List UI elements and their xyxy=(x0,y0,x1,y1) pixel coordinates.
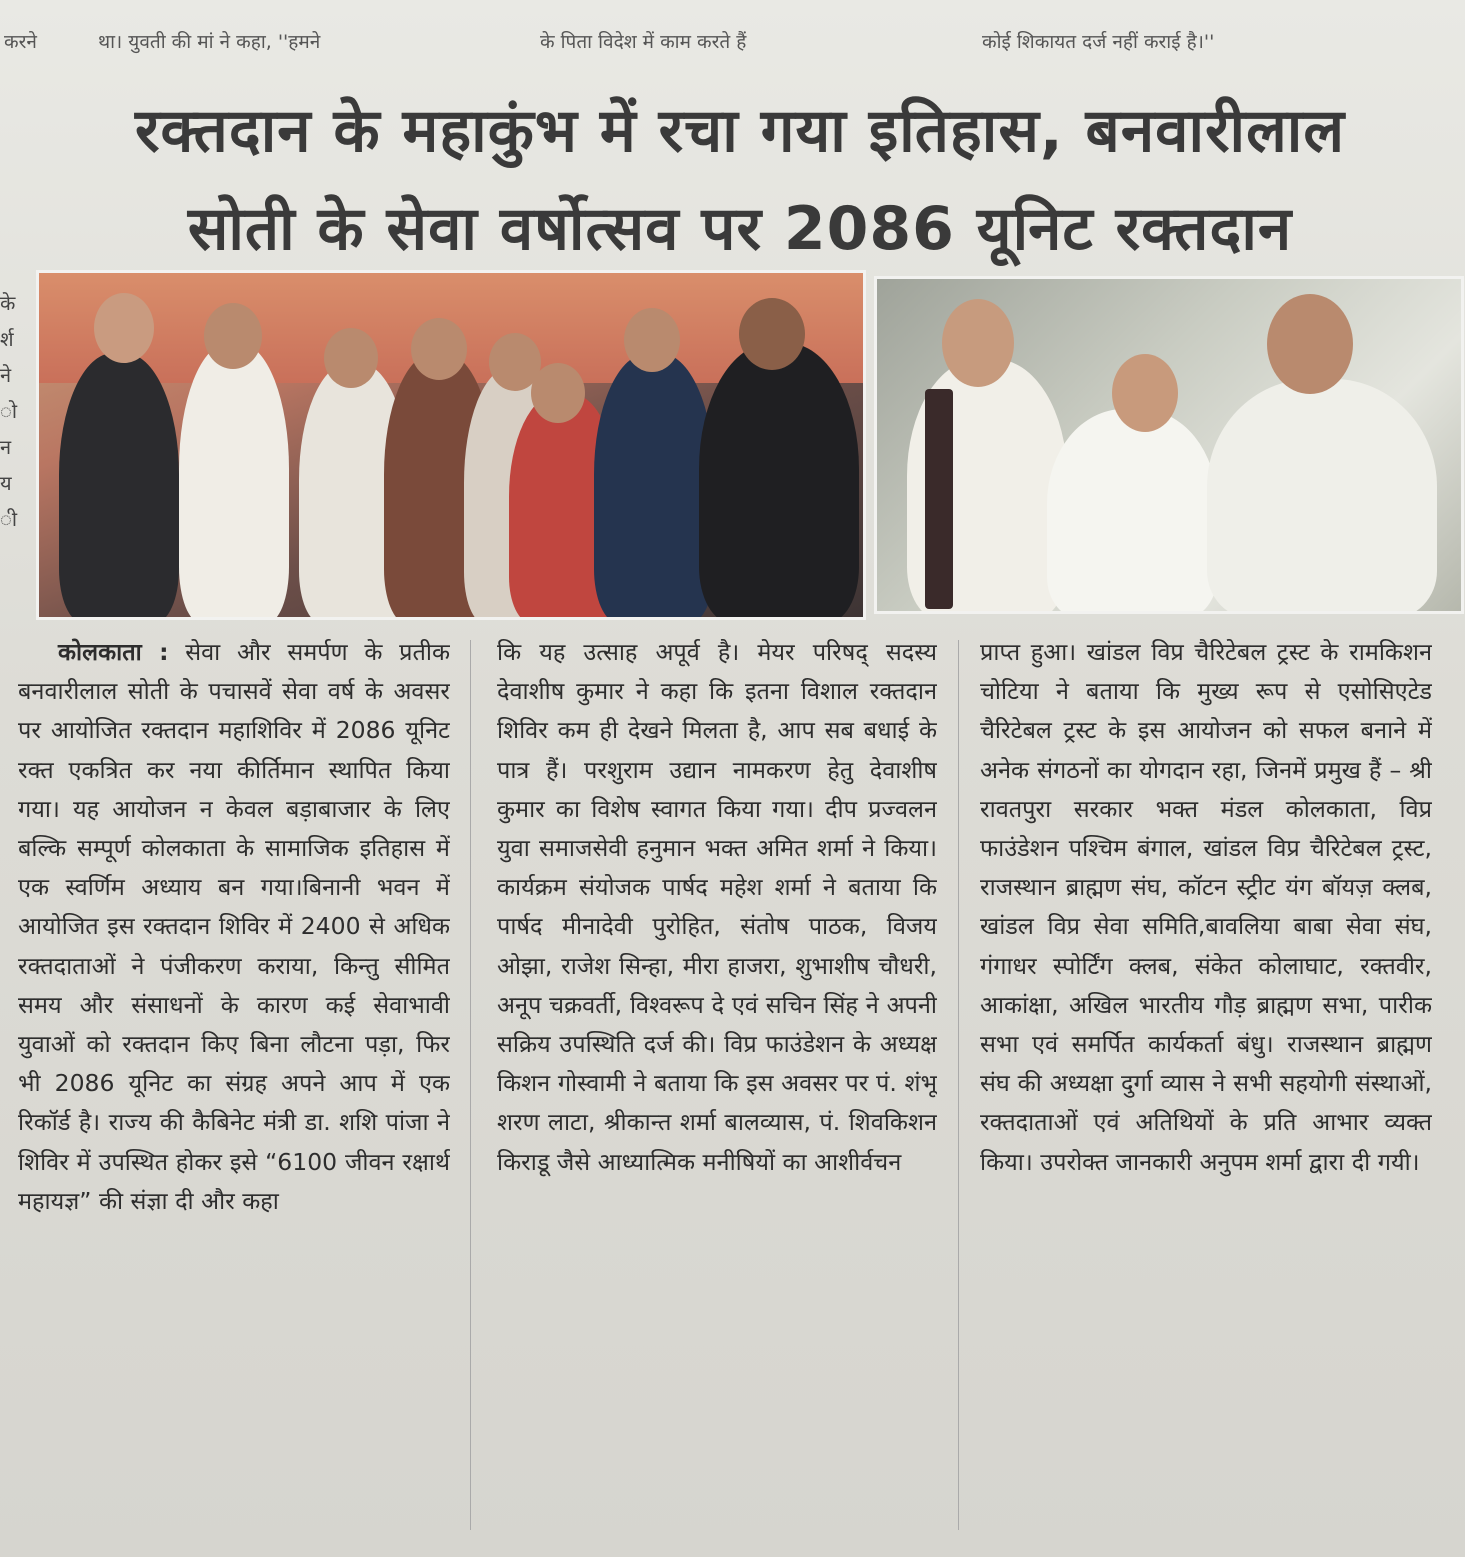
dignitaries-photo xyxy=(874,276,1464,614)
edge-fragment: य xyxy=(0,471,12,495)
strip-fragment-1: करने xyxy=(4,31,37,53)
edge-fragment: ने xyxy=(0,363,12,387)
article-column-3 xyxy=(980,633,1432,1543)
strip-fragment-3: के पिता विदेश में काम करते हैं xyxy=(540,31,747,53)
article-text-2: कि यह उत्साह अपूर्व है। मेयर परिषद् सदस्य देवाशीष कुमार ने कहा कि इतना विशाल रक्तदान शिविर कम ही देखने मिलता है, आप सब बधाई के पात्र हैं। परशुराम उद्यान नामकरण हेतु देवाशीष कुमार का विशेष स्वागत किया गया। दीप प्रज्वलन युवा समाजसेवी हनुमान भक्त अमित शर्मा ने किया। कार्यक्रम संयोजक पार्षद महेश शर्मा ने बताया कि पार्षद मीनादेवी पुरोहित, संतोष पाठक, विजय ओझा, राजेश सिन्हा, मीरा हाजरा, शुभाशीष चौधरी, अनूप चक्रवर्ती, विश्वरूप दे एवं सचिन सिंह ने अपनी सक्रिय उपस्थिति दर्ज की। विप्र फाउंडेशन के अध्यक्ष किशन गोस्वामी ने बताया कि इस अवसर पर पं. शंभू शरण लाटा, श्रीकान्त शर्मा बालव्यास, पं. शिवकिशन किराडू जैसे आध्यात्मिक मनीषियों का आशीर्वचन xyxy=(497,638,937,1176)
previous-article-strip xyxy=(0,0,1465,70)
group-photo xyxy=(36,270,866,620)
adjacent-column-fragments xyxy=(0,285,22,537)
article-column-1 xyxy=(18,633,450,1543)
column-rule xyxy=(958,640,959,1530)
headline-line-2: सोती के सेवा वर्षोत्सव पर 2086 यूनिट रक्तदान xyxy=(187,194,1293,264)
dateline: कोलकाता : xyxy=(58,638,169,666)
article-column-2 xyxy=(497,633,937,1543)
edge-fragment: न xyxy=(0,435,12,459)
article-text-1: सेवा और समर्पण के प्रतीक बनवारीलाल सोती के पचासवें सेवा वर्ष के अवसर पर आयोजित रक्तदान महाशिविर में 2086 यूनिट रक्त एकत्रित कर नया कीर्तिमान स्थापित किया गया। यह आयोजन न केवल बड़ाबाजार के लिए बल्कि सम्पूर्ण कोलकाता के सामाजिक इतिहास में एक स्वर्णिम अध्याय बन गया।बिनानी भवन में आयोजित इस रक्तदान शिविर में 2400 से अधिक रक्तदाताओं ने पंजीकरण कराया, किन्तु सीमित समय और संसाधनों के कारण कई सेवाभावी युवाओं को रक्तदान किए बिना लौटना पड़ा, फिर भी 2086 यूनिट का संग्रह अपने आप में एक रिकॉर्ड है। राज्य की कैबिनेट मंत्री डा. शशि पांजा ने शिविर में उपस्थित होकर इसे “6100 जीवन रक्षार्थ महायज्ञ” की संज्ञा दी और कहा xyxy=(18,638,450,1215)
edge-fragment: ी xyxy=(0,507,18,531)
headline xyxy=(40,82,1440,278)
edge-fragment: ो xyxy=(0,399,18,423)
article-text-3: प्राप्त हुआ। खांडल विप्र चैरिटेबल ट्रस्ट के रामकिशन चोटिया ने बताया कि मुख्य रूप से एसोसिएटेड चैरिटेबल ट्रस्ट के इस आयोजन को सफल बनाने में अनेक संगठनों का योगदान रहा, जिनमें प्रमुख हैं – श्री रावतपुरा सरकार भक्त मंडल कोलकाता, विप्र फाउंडेशन पश्चिम बंगाल, खांडल विप्र चैरिटेबल ट्रस्ट, राजस्थान ब्राह्मण संघ, कॉटन स्ट्रीट यंग बॉयज़ क्लब, खांडल विप्र सेवा समिति,बावलिया बाबा सेवा संघ, गंगाधर स्पोर्टिंग क्लब, संकेत कोलाघाट, रक्तवीर, आकांक्षा, अखिल भारतीय गौड़ ब्राह्मण सभा, पारीक सभा एवं समर्पित कार्यकर्ता बंधु। राजस्थान ब्राह्मण संघ की अध्यक्षा दुर्गा व्यास ने सभी सहयोगी संस्थाओं, रक्तदाताओं एवं अतिथियों के प्रति आभार व्यक्त किया। उपरोक्त जानकारी अनुपम शर्मा द्वारा दी गयी। xyxy=(980,638,1432,1176)
edge-fragment: के xyxy=(0,291,16,315)
strip-fragment-2: था। युवती की मां ने कहा, ''हमने xyxy=(98,31,321,53)
column-rule xyxy=(470,640,471,1530)
strip-fragment-4: कोई शिकायत दर्ज नहीं कराई है।'' xyxy=(982,31,1215,53)
edge-fragment: र्श xyxy=(0,327,14,351)
headline-line-1: रक्तदान के महाकुंभ में रचा गया इतिहास, बनवारीलाल xyxy=(134,96,1345,166)
